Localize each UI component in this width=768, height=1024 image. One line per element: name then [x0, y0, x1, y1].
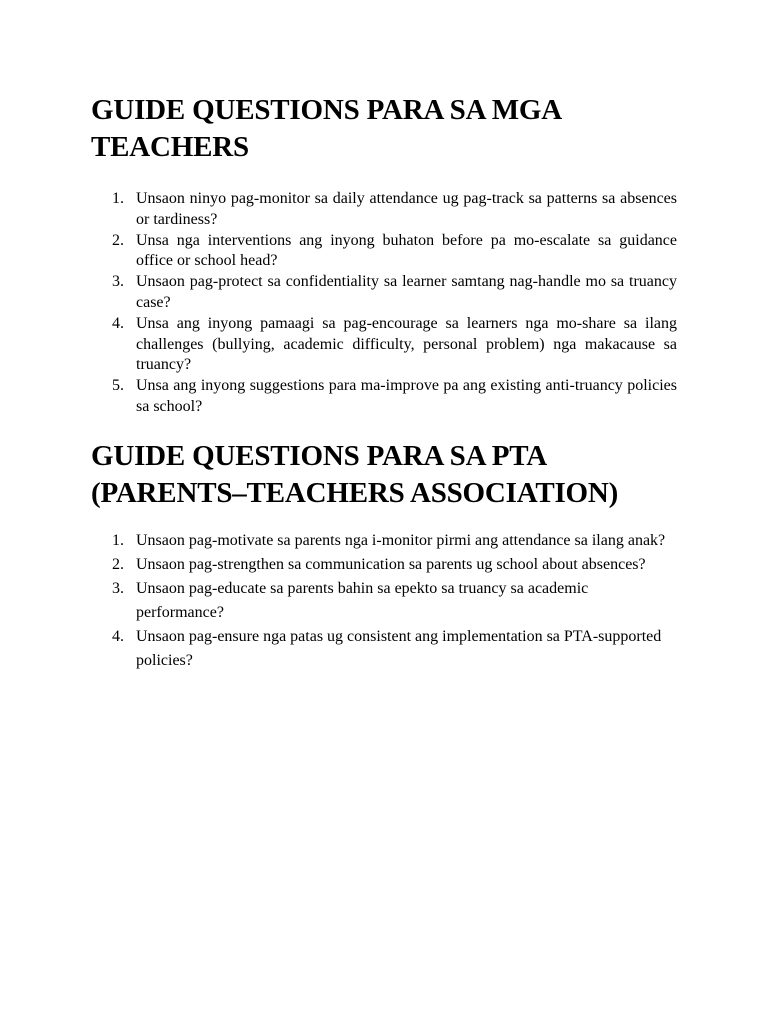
teachers-question-list	[91, 189, 677, 418]
list-item-text: Unsaon pag-protect sa confidentiality sa learner samtang nag-handle mo sa truancy case?	[136, 273, 677, 311]
list-item	[112, 553, 677, 577]
list-item-text: Unsaon pag-motivate sa parents nga i-monitor pirmi ang attendance sa ilang anak?	[136, 531, 666, 549]
list-item-text: Unsaon pag-educate sa parents bahin sa epekto sa truancy sa academic performance?	[136, 579, 589, 621]
pta-question-list	[91, 529, 677, 673]
list-item	[112, 314, 677, 376]
list-item-number: 1.	[112, 190, 124, 207]
list-item-text: Unsaon ninyo pag-monitor sa daily attendance ug pag-track sa patterns sa absences or tardiness?	[136, 190, 677, 228]
list-item-number: 3.	[112, 579, 124, 597]
list-item	[112, 529, 677, 553]
list-item-text: Unsa nga interventions ang inyong buhaton before pa mo-escalate sa guidance office or school head?	[136, 231, 677, 270]
list-item-text: Unsa ang inyong suggestions para ma-improve pa ang existing anti-truancy policies sa school?	[136, 377, 677, 415]
list-item-number: 1.	[112, 531, 124, 549]
list-item	[112, 189, 677, 231]
list-item	[112, 625, 677, 673]
list-item-number: 2.	[112, 555, 124, 573]
list-item-text: Unsa ang inyong pamaagi sa pag-encourage sa learners nga mo-share sa ilang challenges (bullying, academic difficulty, personal problem) nga makacause sa truancy?	[136, 314, 677, 374]
list-item-text: Unsaon pag-strengthen sa communication sa parents ug school about absences?	[136, 555, 646, 573]
list-item	[112, 376, 677, 418]
list-item-text: Unsaon pag-ensure nga patas ug consistent ang implementation sa PTA-supported policies?	[136, 627, 662, 669]
list-item	[112, 577, 677, 625]
document-body	[91, 92, 677, 673]
section-heading-pta: GUIDE QUESTIONS PARA SA PTA (PARENTS–TEACHERS ASSOCIATION)	[91, 439, 619, 509]
list-item-number: 2.	[112, 231, 124, 249]
section-heading-teachers: GUIDE QUESTIONS PARA SA MGA TEACHERS	[91, 94, 561, 163]
list-item	[112, 231, 677, 273]
list-item-number: 5.	[112, 377, 124, 395]
list-item-number: 4.	[112, 627, 124, 645]
list-item-number: 4.	[112, 314, 124, 332]
list-item	[112, 272, 677, 314]
list-item-number: 3.	[112, 273, 124, 291]
